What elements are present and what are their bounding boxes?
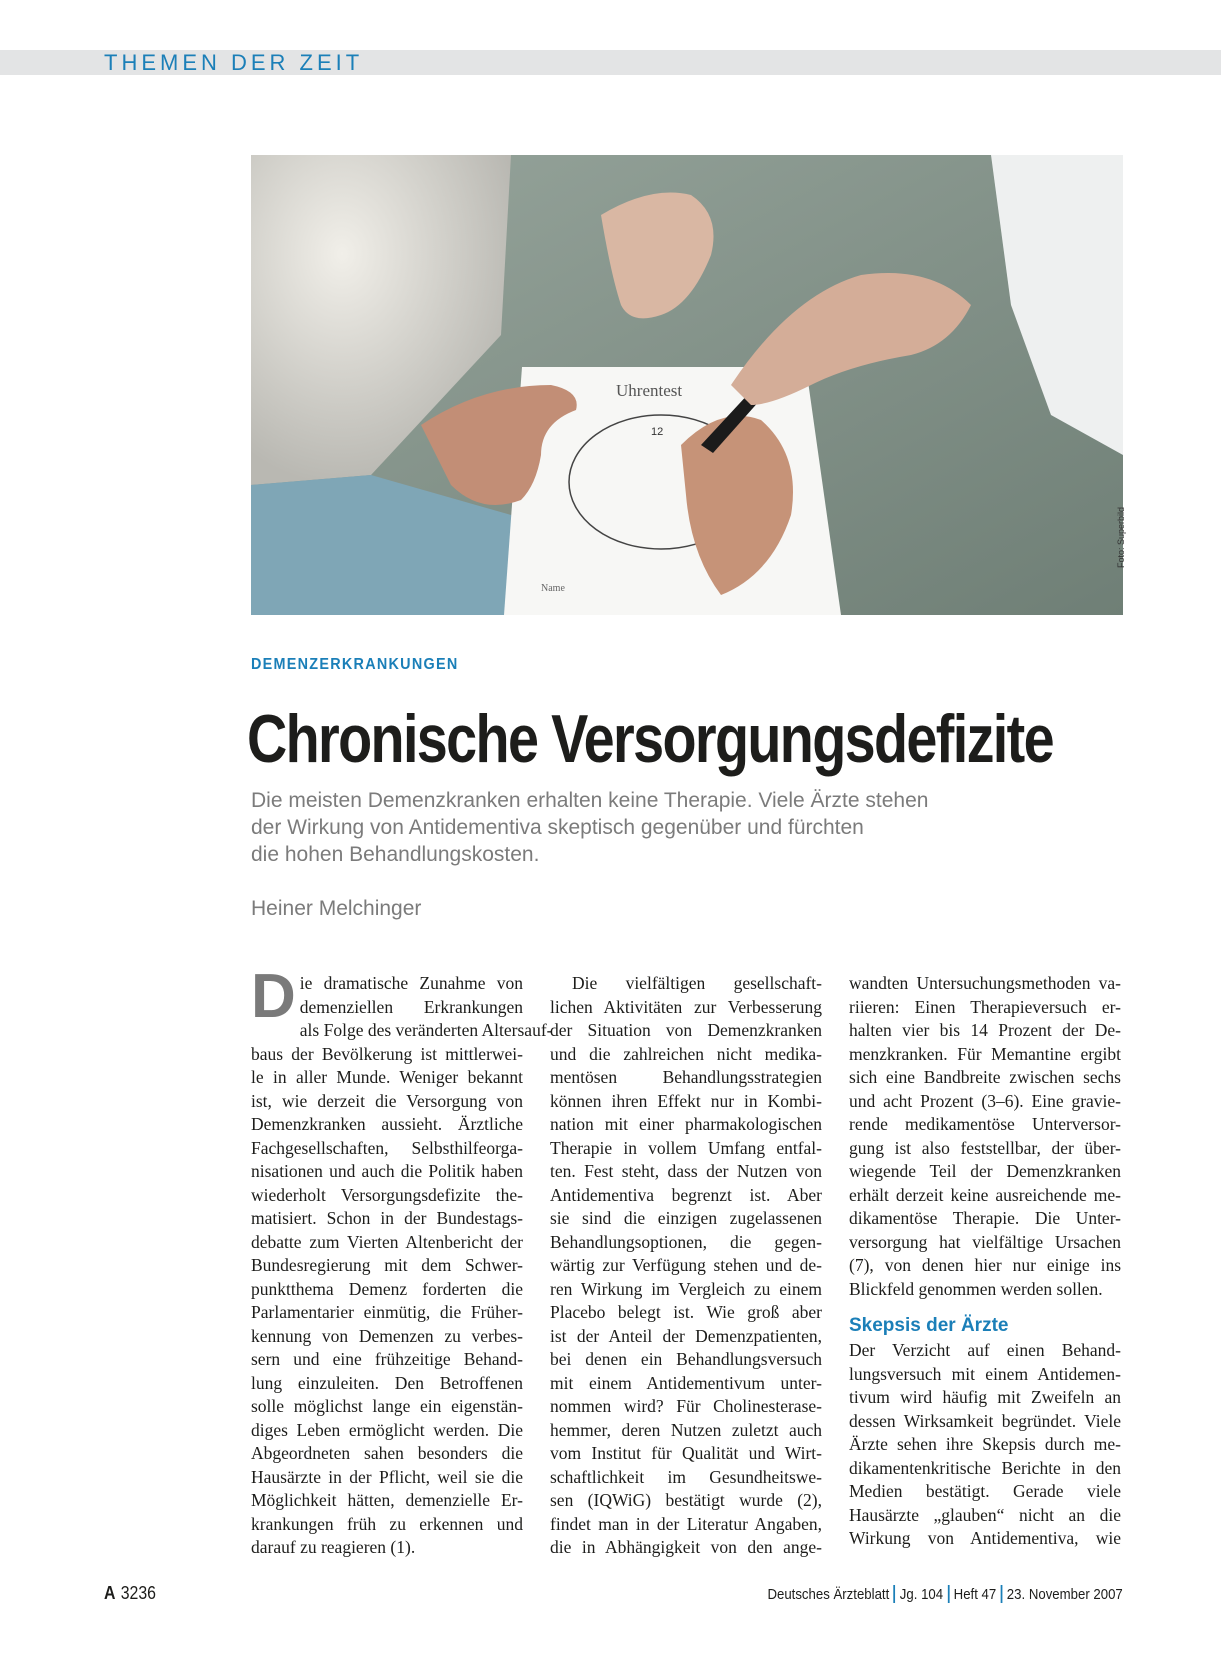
body-line: mit einem Antidementivum unter- (550, 1372, 822, 1393)
body-line: Antidementiva begrenzt ist. Aber (550, 1184, 822, 1205)
body-line: halten vier bis 14 Prozent der De- (849, 1020, 1121, 1040)
body-line: nation mit einer pharmakologischen (550, 1114, 822, 1134)
body-line: versorgung hat vielfältige Ursachen (849, 1231, 1121, 1252)
author: Heiner Melchinger (251, 897, 422, 920)
page-number (104, 1583, 156, 1604)
body-column-1 (251, 962, 553, 1560)
body-line: ist, wie derzeit die Versorgung von (251, 1090, 523, 1111)
body-line: Bundesregierung mit dem Schwer- (251, 1255, 523, 1275)
body-line: Behandlungsoptionen, die gegen- (550, 1231, 822, 1252)
body-line: Blickfeld genommen werden sollen. (849, 1278, 1103, 1299)
body-line: solle möglichst lange ein eigenstän- (251, 1396, 523, 1416)
standfirst-line: der Wirkung von Antidementiva skeptisch gegenüber und fürchten (251, 816, 864, 839)
body-line: findet man in der Literatur Angaben, (550, 1513, 822, 1534)
body-line: sern und eine frühzeitige Behand- (251, 1349, 523, 1369)
body-line: lichen Aktivitäten zur Verbesserung (550, 996, 822, 1017)
standfirst-line: die hohen Behandlungskosten. (251, 843, 540, 866)
body-line: Die vielfältigen gesellschaft- (572, 973, 822, 993)
body-line: vom Institut für Qualität und Wirt- (550, 1443, 822, 1463)
body-line: darauf zu reagieren (1). (251, 1537, 416, 1557)
body-line: ten. Fest steht, dass der Nutzen von (550, 1161, 822, 1181)
sheet-name-label: Name (541, 583, 565, 594)
standfirst (251, 787, 1011, 868)
body-line: gung ist also feststellbar, der über- (849, 1137, 1121, 1158)
kicker: DEMENZERKRANKUNGEN (251, 656, 459, 673)
body-line: punktthema Demenz forderten die (251, 1278, 523, 1299)
body-line: als Folge des veränderten Altersauf- (299, 1020, 553, 1040)
body-line: debatte zum Vierten Altenbericht der (251, 1231, 523, 1252)
page-prefix: A (104, 1583, 116, 1603)
body-line: wiederholt Versorgungsdefizite the- (251, 1184, 523, 1205)
clock-digit: 12 (651, 426, 664, 438)
body-line: matisiert. Schon in der Bundestags- (251, 1208, 523, 1228)
body-line: diges Leben ermöglicht werden. Die (251, 1419, 523, 1440)
journal-volume: Jg. 104 (900, 1586, 944, 1603)
standfirst-line: Die meisten Demenzkranken erhalten keine Therapie. Viele Ärzte stehen (251, 789, 929, 812)
body-line: riieren: Einen Therapieversuch er- (849, 996, 1121, 1017)
photo-credit: Foto: Superbild (1116, 506, 1126, 568)
body-line: Placebo belegt ist. Wie groß aber (550, 1302, 822, 1322)
journal-name: Deutsches Ärzteblatt (767, 1586, 890, 1603)
footer-divider (894, 1585, 896, 1603)
body-line: sen (IQWiG) bestätigt wurde (2), (550, 1490, 822, 1510)
body-line: sich eine Bandbreite zwischen sechs (849, 1067, 1121, 1087)
body-line: dikamentöse Therapie. Die Unter- (849, 1208, 1121, 1228)
clock-test-photo (251, 155, 1123, 615)
sheet-title: Uhrentest (616, 381, 683, 400)
body-line: Parlamentarier einmütig, die Früher- (251, 1302, 523, 1322)
body-line: Medien bestätigt. Gerade viele (849, 1481, 1121, 1501)
body-line: und die zahlreichen nicht medika- (550, 1043, 822, 1064)
body-line: kennung von Demenzen zu verbes- (251, 1325, 523, 1346)
footer-divider (1001, 1585, 1003, 1603)
body-line: (7), von denen hier nur einige ins (849, 1255, 1121, 1275)
body-line: krankungen früh zu erkennen und (251, 1513, 523, 1534)
body-line: rende medikamentöse Unterversor- (849, 1114, 1121, 1134)
subheading: Skepsis der Ärzte (849, 1315, 1009, 1336)
body-column-2 (550, 972, 822, 1560)
body-text (550, 972, 822, 1560)
body-line: Ärzte sehen ihre Skepsis durch me- (849, 1434, 1121, 1454)
body-line: Abgeordneten sahen besonders die (251, 1443, 523, 1463)
body-line: lungsversuch mit einem Antidemen- (849, 1363, 1121, 1384)
body-line: ie dramatische Zunahme von (299, 973, 523, 993)
body-line: nisationen und auch die Politik haben (251, 1161, 523, 1181)
body-line: schaftlichkeit im Gesundheitswe- (550, 1466, 822, 1487)
journal-footer (768, 1585, 1123, 1603)
body-line: dikamentenkritische Berichte in den (849, 1457, 1121, 1478)
body-line: Therapie in vollem Umfang entfal- (550, 1137, 822, 1158)
body-line: können ihren Effekt nur in Kombi- (550, 1090, 822, 1111)
footer-divider (948, 1585, 950, 1603)
section-header-band (0, 50, 1221, 75)
body-line: die in Abhängigkeit von den ange- (550, 1537, 822, 1557)
body-text (849, 972, 1121, 1301)
headline: Chronische Versorgungsdefizite (247, 701, 1053, 777)
body-line: wärtig zur Verfügung stehen und de- (550, 1255, 822, 1275)
body-line: mentösen Behandlungsstrategien (550, 1067, 822, 1087)
body-line: wiegende Teil der Demenzkranken (849, 1161, 1121, 1181)
body-line: Hausärzte in der Pflicht, weil sie die (251, 1466, 523, 1487)
body-line: le in aller Munde. Weniger bekannt (251, 1067, 523, 1087)
body-line: Demenzkranken aussieht. Ärztliche (251, 1114, 523, 1134)
body-line: Wirkung von Antidementiva, wie (849, 1528, 1121, 1548)
journal-date: 23. November 2007 (1007, 1586, 1123, 1603)
body-line: demenziellen Erkrankungen (299, 996, 523, 1017)
body-line: sie sind die einzigen zugelassenen (550, 1208, 822, 1228)
body-line: und acht Prozent (3–6). Eine gravie- (849, 1090, 1121, 1111)
body-line: lung einzuleiten. Den Betroffenen (251, 1372, 523, 1393)
body-line: nommen wird? Für Cholinesterase- (550, 1396, 822, 1416)
body-text (849, 1339, 1121, 1551)
body-line: Fachgesellschaften, Selbsthilfeorga- (251, 1137, 523, 1158)
body-line: baus der Bevölkerung ist mittlerwei- (251, 1043, 523, 1064)
body-line: erhält derzeit keine ausreichende me- (849, 1184, 1121, 1205)
article-photo (251, 155, 1123, 615)
section-title: THEMEN DER ZEIT (104, 50, 364, 75)
body-line: der Situation von Demenzkranken (550, 1020, 822, 1040)
drop-cap: D (251, 962, 296, 1031)
body-line: Der Verzicht auf einen Behand- (849, 1340, 1121, 1360)
body-line: Hausärzte „glauben“ nicht an die (849, 1504, 1121, 1525)
body-line: menzkranken. Für Memantine ergibt (849, 1043, 1121, 1064)
body-text (251, 1019, 553, 1560)
body-line: ist der Anteil der Demenzpatienten, (550, 1325, 822, 1346)
body-line: wandten Untersuchungsmethoden va- (849, 973, 1121, 993)
body-column-3 (849, 972, 1121, 1551)
body-line: hemmer, deren Nutzen zuletzt auch (550, 1419, 822, 1440)
body-line: Möglichkeit hätten, demenzielle Er- (251, 1490, 523, 1510)
journal-issue: Heft 47 (953, 1586, 997, 1603)
body-line: tivum wird häufig mit Zweifeln an (849, 1387, 1121, 1407)
body-line: bei denen ein Behandlungsversuch (550, 1349, 822, 1369)
body-line: ren Wirkung im Vergleich zu einem (550, 1278, 822, 1299)
body-line: dessen Wirksamkeit begründet. Viele (849, 1410, 1121, 1431)
page-number-value: 3236 (120, 1583, 156, 1603)
